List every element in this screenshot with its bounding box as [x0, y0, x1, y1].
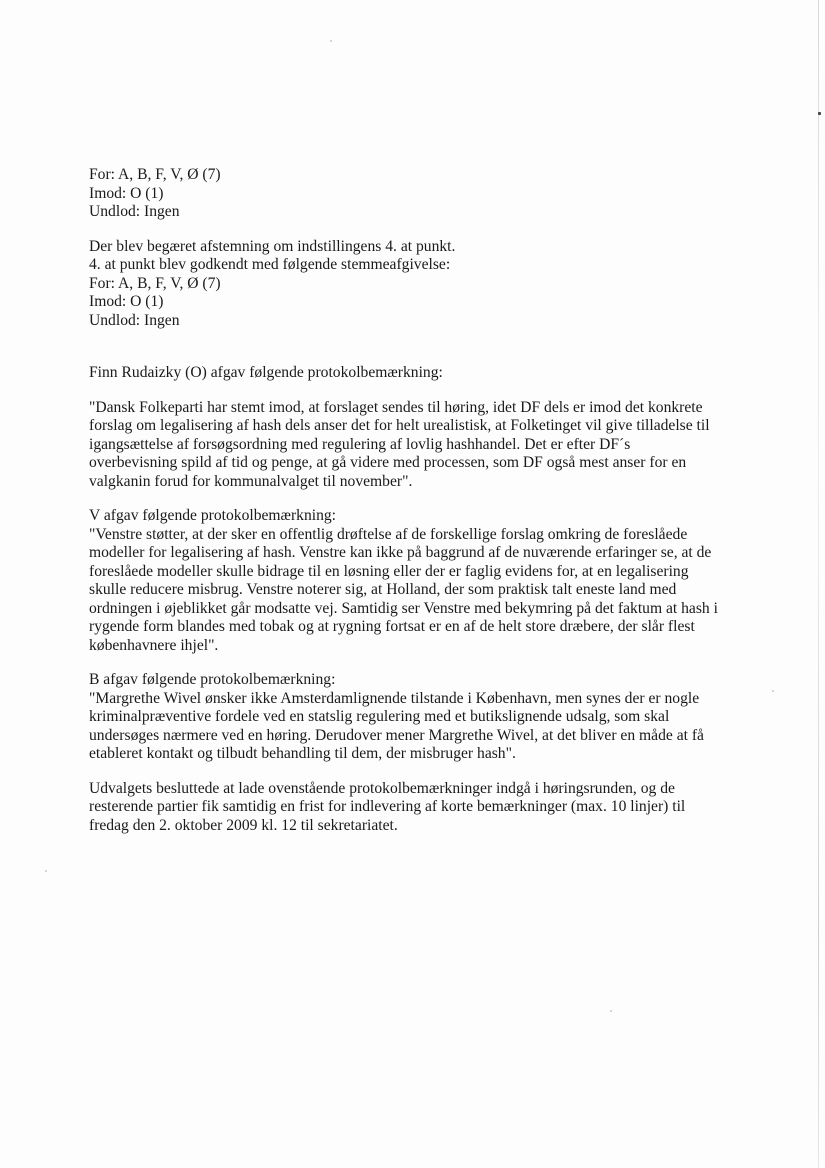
remark-line: "Venstre støtter, at der sker en offentlig drøftelse af de forskellige forslag omkring de foreslåede	[89, 525, 688, 543]
scan-edge-line	[818, 0, 819, 1168]
vote-against: Imod: O (1)	[89, 184, 164, 202]
vote-for: For: A, B, F, V, Ø (7)	[89, 274, 221, 292]
remark-b	[89, 671, 725, 764]
decision-paragraph	[89, 780, 725, 836]
decision-line: fredag den 2. oktober 2009 kl. 12 til sekretariatet.	[89, 816, 398, 834]
scan-speck	[610, 1010, 612, 1012]
remark-intro: Finn Rudaizky (O) afgav følgende protokolbemærkning:	[89, 364, 443, 381]
decision-line: Udvalgets besluttede at lade ovenstående protokolbemærkninger indgå i høringsrunden, og de	[89, 779, 675, 797]
remark-o	[89, 364, 725, 491]
vote-block-2	[89, 238, 725, 331]
remark-line: modeller for legalisering af hash. Venstre kan ikke på baggrund af de nuværende erfaringer se, at de	[89, 544, 712, 561]
remark-line: københavnere ihjel".	[89, 636, 219, 654]
remark-line: undersøges nærmere ved en høring. Derudover mener Margrethe Wivel, at det bliver en måde at få	[89, 726, 704, 744]
vote-approved: 4. at punkt blev godkendt med følgende stemmeafgivelse:	[89, 256, 451, 273]
vote-block-1	[89, 166, 725, 222]
remark-line: forslag om legalisering af hash dels anser det for helt urealistisk, at Folketinget vil give tilladelse til	[89, 417, 710, 434]
remark-line: valgkanin forud for kommunalvalget til november".	[89, 472, 413, 490]
remark-line: kriminalpræventive fordele ved en statslig regulering med et butikslignende udsalg, som skal	[89, 708, 670, 725]
remark-line: igangsættelse af forsøgsordning med regulering af lovlig hashhandel. Det er efter DF´s	[89, 435, 631, 453]
remark-line: "Dansk Folkeparti har stemt imod, at forslaget sendes til høring, idet DF dels er imod det konkrete	[89, 398, 703, 416]
remark-intro: V afgav følgende protokolbemærkning:	[89, 507, 336, 524]
scan-speck	[330, 40, 332, 42]
vote-abstain: Undlod: Ingen	[89, 311, 180, 329]
vote-against: Imod: O (1)	[89, 293, 164, 310]
scan-speck	[45, 870, 47, 872]
remark-line: rygende form blandes med tobak og at rygning fortsat er en af de helt store dræbere, der slår flest	[89, 618, 695, 635]
remark-intro: B afgav følgende protokolbemærkning:	[89, 671, 336, 688]
scan-edge-mark	[818, 112, 821, 115]
remark-line: ordningen i øjeblikket går modsatte vej. Samtidig ser Venstre med bekymring på det faktum at hash i	[89, 599, 718, 617]
remark-line: "Margrethe Wivel ønsker ikke Amsterdamlignende tilstande i København, men synes der er nogle	[89, 689, 700, 707]
scan-speck	[772, 690, 774, 692]
document-body	[89, 166, 725, 835]
decision-line: resterende partier fik samtidig en frist for indlevering af korte bemærkninger (max. 10 linjer) til	[89, 798, 686, 815]
remark-line: etableret kontakt og tilbudt behandling til dem, der misbruger hash".	[89, 745, 516, 762]
vote-abstain: Undlod: Ingen	[89, 203, 180, 220]
remark-v	[89, 507, 725, 655]
remark-line: overbevisning spild af tid og penge, at gå videre med processen, som DF også mest anser for en	[89, 454, 687, 471]
vote-request: Der blev begæret afstemning om indstillingens 4. at punkt.	[89, 237, 456, 255]
remark-line: foreslåede modeller skulle bidrage til en løsning eller der er faglig evidens for, at en legalisering	[89, 562, 689, 580]
vote-for: For: A, B, F, V, Ø (7)	[89, 166, 221, 183]
remark-line: skulle reducere misbrug. Venstre noterer sig, at Holland, der som praktisk talt eneste land med	[89, 581, 677, 598]
